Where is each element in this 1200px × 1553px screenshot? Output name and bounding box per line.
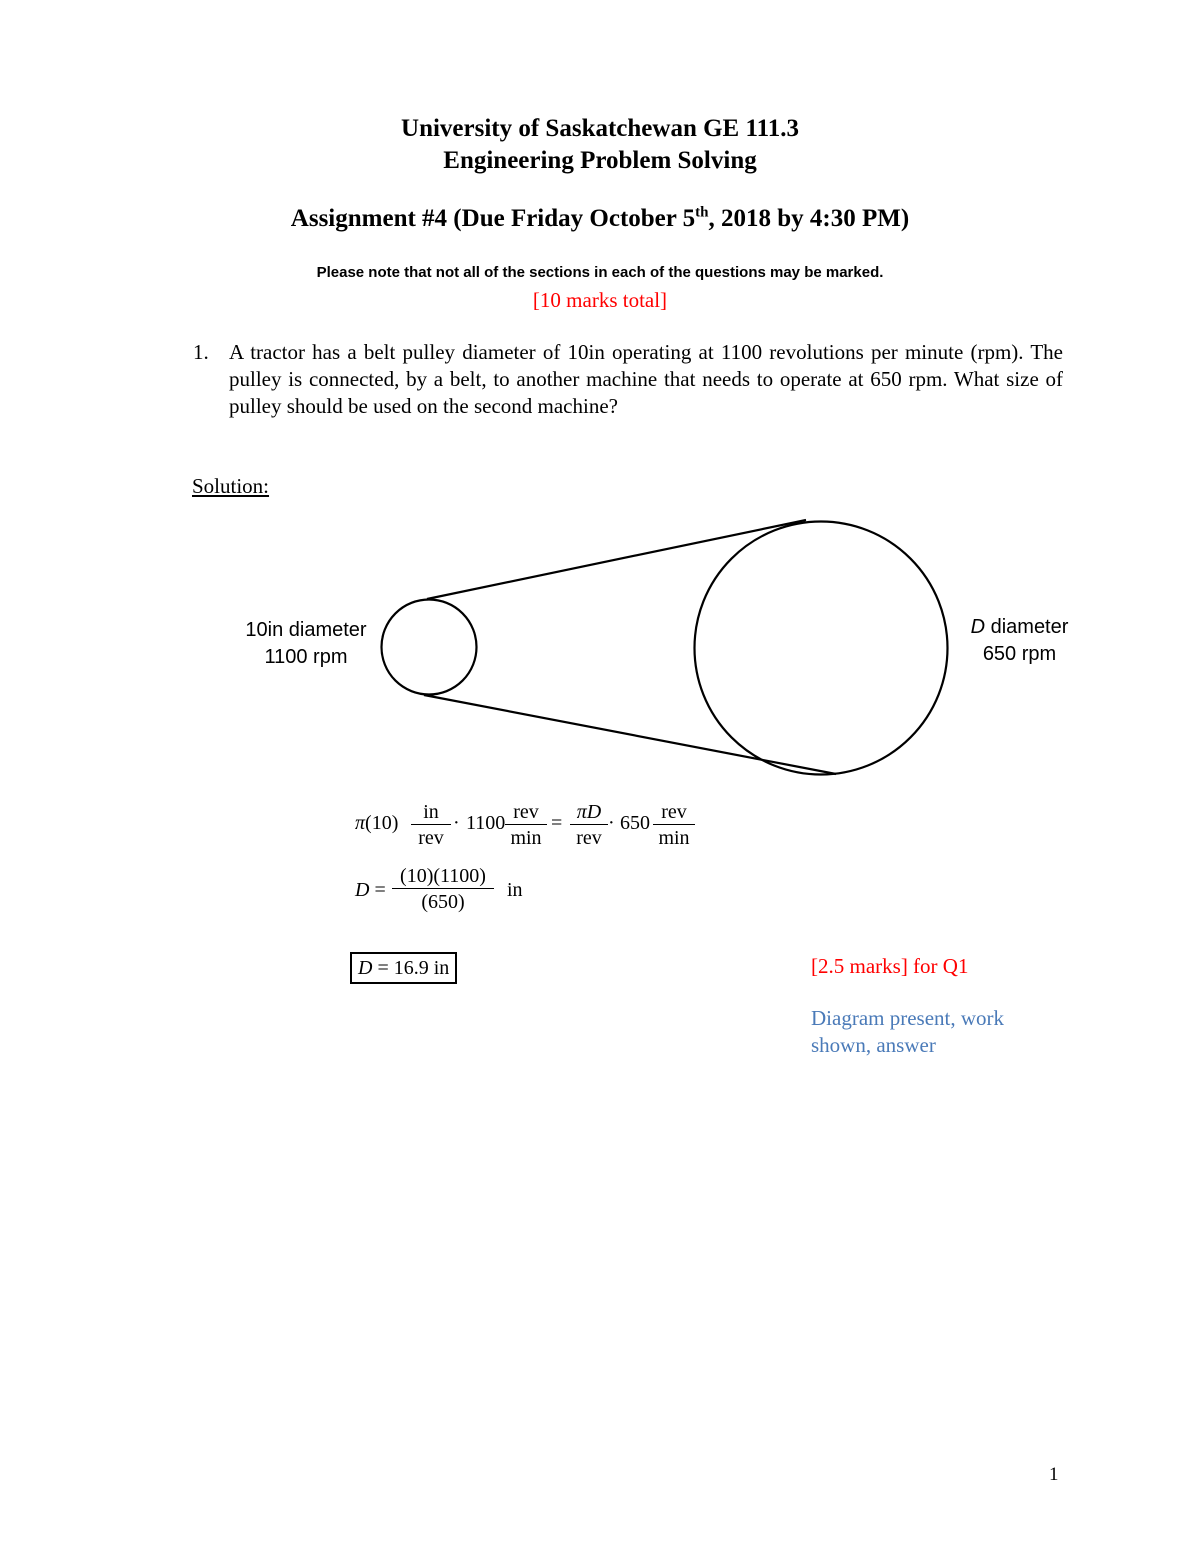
eq2-unit: in [507, 879, 523, 901]
page-number: 1 [1049, 1464, 1059, 1485]
final-answer-box: D = 16.9 in [350, 952, 457, 984]
question-text: A tractor has a belt pulley diameter of 10in operating at 1100 revolutions per minute (rpm). The pulley is connected, by a belt, to another machine that needs to operate at 650 rpm. What size of pulley should be used on the second machine? [229, 340, 1063, 418]
eq1-lhs: π(10) [355, 812, 399, 834]
assignment-title: Assignment #4 (Due Friday October 5th, 2018 by 4:30 PM) [290, 204, 910, 232]
eq1-fraction-in-rev: in rev [411, 800, 451, 851]
large-pulley-circle [695, 522, 948, 775]
question-number: 1. [193, 340, 209, 364]
course-title: University of Saskatchewan GE 111.3 [401, 115, 799, 142]
eq1-fraction-piD-rev: πD rev [570, 800, 608, 851]
eq1-equals: = [551, 812, 563, 834]
marking-notice: Please note that not all of the sections in each of the questions may be marked. [316, 264, 884, 281]
eq1-fraction-rev-min: rev min [505, 800, 547, 851]
small-pulley-label: 10in diameter 1100 rpm [245, 619, 367, 668]
eq2-fraction: $\frac{(10)(1100)}{(650)}$ [392, 864, 494, 915]
small-pulley-circle [382, 600, 477, 695]
solution-label: Solution: [192, 474, 270, 498]
marking-criteria: Diagram present, work shown, answer [811, 1006, 1005, 1057]
eq1-value-650: 650 [620, 812, 650, 834]
course-subtitle: Engineering Problem Solving [443, 147, 757, 174]
total-marks: [10 marks total] [532, 288, 668, 312]
eq2-lhs: D = [355, 879, 386, 901]
eq1-value-1100: 1100 [466, 812, 506, 834]
lower-belt-line [424, 695, 836, 774]
upper-belt-line [427, 520, 806, 599]
eq1-dot: · [453, 812, 460, 834]
eq1-fraction-rev-min-2: rev min [653, 800, 695, 851]
large-pulley-label: D diameter 650 rpm [970, 616, 1069, 665]
q1-marks: [2.5 marks] for Q1 [811, 954, 969, 978]
eq1-dot-2: · [608, 812, 615, 834]
